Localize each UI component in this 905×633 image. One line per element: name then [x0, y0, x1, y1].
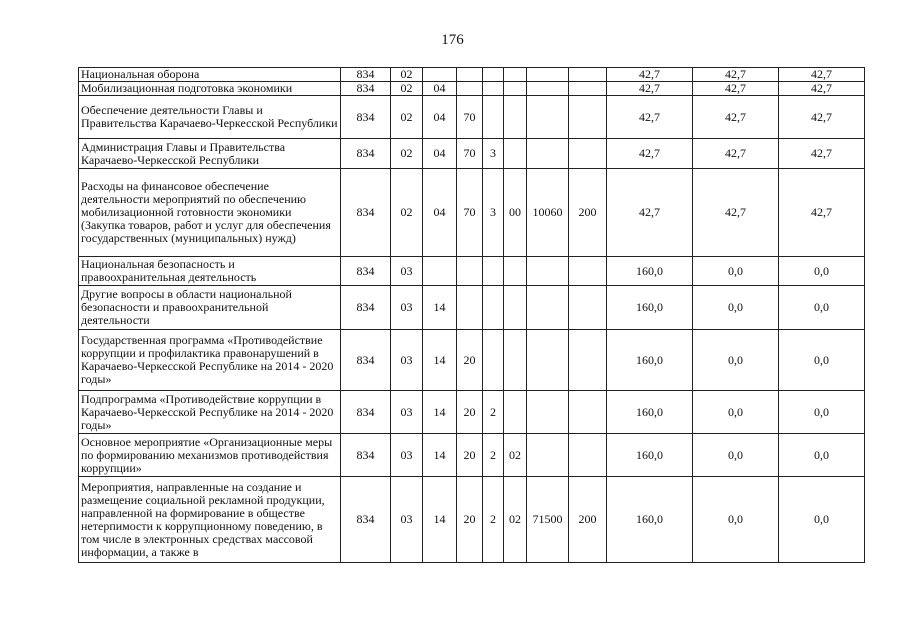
cell-p3 — [504, 68, 527, 82]
cell-name: Мероприятия, направленные на создание и размещение социальной рекламной продукции, направленной на формирование в обществе нетерпимости к коррупционному поведению, в том числе в электронных средствах массовой информации, а также в — [79, 477, 341, 563]
table-row — [79, 286, 865, 330]
cell-s1: 160,0 — [607, 257, 693, 286]
cell-p1 — [457, 68, 483, 82]
cell-p3 — [504, 139, 527, 169]
cell-rz: 03 — [391, 391, 423, 434]
cell-vr — [569, 139, 607, 169]
cell-s3: 0,0 — [779, 477, 865, 563]
cell-vr — [569, 286, 607, 330]
cell-s1: 42,7 — [607, 96, 693, 139]
cell-pr: 04 — [423, 139, 457, 169]
cell-p2: 3 — [483, 169, 504, 257]
cell-ved: 834 — [341, 330, 391, 391]
cell-vr — [569, 330, 607, 391]
cell-ved: 834 — [341, 68, 391, 82]
cell-p2 — [483, 257, 504, 286]
cell-p2: 2 — [483, 477, 504, 563]
cell-pr: 14 — [423, 330, 457, 391]
cell-rz: 03 — [391, 257, 423, 286]
cell-p2 — [483, 96, 504, 139]
cell-ved: 834 — [341, 257, 391, 286]
cell-s1: 42,7 — [607, 139, 693, 169]
cell-s1: 160,0 — [607, 286, 693, 330]
table-row — [79, 169, 865, 257]
cell-s1: 160,0 — [607, 391, 693, 434]
cell-rz: 02 — [391, 82, 423, 96]
cell-s2: 0,0 — [693, 286, 779, 330]
cell-ved: 834 — [341, 96, 391, 139]
table-row — [79, 82, 865, 96]
cell-rz: 03 — [391, 434, 423, 477]
cell-p3: 02 — [504, 477, 527, 563]
cell-p3 — [504, 82, 527, 96]
cell-p3 — [504, 286, 527, 330]
cell-s3: 0,0 — [779, 330, 865, 391]
cell-s3: 0,0 — [779, 434, 865, 477]
cell-p1: 20 — [457, 391, 483, 434]
cell-p4 — [527, 82, 569, 96]
cell-name: Национальная безопасность и правоохранительная деятельность — [79, 257, 341, 286]
cell-p4 — [527, 391, 569, 434]
cell-p4 — [527, 330, 569, 391]
cell-rz: 02 — [391, 68, 423, 82]
cell-name: Подпрограмма «Противодействие коррупции в Карачаево-Черкесской Республике на 2014 - 2020 годы» — [79, 391, 341, 434]
cell-p2: 3 — [483, 139, 504, 169]
cell-s3: 42,7 — [779, 82, 865, 96]
cell-name: Государственная программа «Противодействие коррупции и профилактика правонарушений в Карачаево-Черкесской Республике на 2014 - 2020 годы» — [79, 330, 341, 391]
cell-p4 — [527, 286, 569, 330]
cell-s1: 160,0 — [607, 477, 693, 563]
cell-s2: 42,7 — [693, 96, 779, 139]
cell-name: Основное мероприятие «Организационные меры по формированию механизмов противодействия коррупции» — [79, 434, 341, 477]
table-row — [79, 139, 865, 169]
cell-s2: 0,0 — [693, 257, 779, 286]
cell-pr — [423, 257, 457, 286]
cell-name: Администрация Главы и Правительства Карачаево-Черкесской Республики — [79, 139, 341, 169]
cell-p2: 2 — [483, 434, 504, 477]
cell-p1: 20 — [457, 434, 483, 477]
table-body — [79, 68, 865, 563]
cell-pr: 14 — [423, 391, 457, 434]
cell-p3 — [504, 257, 527, 286]
cell-p1 — [457, 82, 483, 96]
cell-s1: 160,0 — [607, 330, 693, 391]
cell-p3 — [504, 96, 527, 139]
cell-vr — [569, 82, 607, 96]
cell-vr — [569, 434, 607, 477]
cell-rz: 03 — [391, 477, 423, 563]
cell-s3: 42,7 — [779, 169, 865, 257]
table-row — [79, 257, 865, 286]
cell-p1 — [457, 257, 483, 286]
cell-rz: 02 — [391, 169, 423, 257]
cell-p2 — [483, 82, 504, 96]
cell-s3: 0,0 — [779, 286, 865, 330]
table-row — [79, 330, 865, 391]
cell-p4: 71500 — [527, 477, 569, 563]
cell-name: Национальная оборона — [79, 68, 341, 82]
table-row — [79, 477, 865, 563]
cell-vr: 200 — [569, 477, 607, 563]
cell-rz: 02 — [391, 139, 423, 169]
cell-p4: 10060 — [527, 169, 569, 257]
cell-s2: 42,7 — [693, 82, 779, 96]
cell-s3: 0,0 — [779, 257, 865, 286]
cell-p4 — [527, 139, 569, 169]
cell-vr — [569, 391, 607, 434]
cell-p2 — [483, 330, 504, 391]
cell-p3 — [504, 391, 527, 434]
cell-pr: 14 — [423, 434, 457, 477]
cell-vr — [569, 96, 607, 139]
table-row — [79, 68, 865, 82]
cell-vr — [569, 257, 607, 286]
cell-p1: 70 — [457, 96, 483, 139]
cell-pr: 14 — [423, 286, 457, 330]
cell-name: Другие вопросы в области национальной безопасности и правоохранительной деятельности — [79, 286, 341, 330]
cell-ved: 834 — [341, 286, 391, 330]
cell-s2: 42,7 — [693, 68, 779, 82]
cell-p1: 70 — [457, 169, 483, 257]
cell-p4 — [527, 96, 569, 139]
cell-pr — [423, 68, 457, 82]
cell-p3: 00 — [504, 169, 527, 257]
cell-pr: 04 — [423, 82, 457, 96]
cell-s2: 42,7 — [693, 139, 779, 169]
cell-s3: 42,7 — [779, 139, 865, 169]
cell-s1: 160,0 — [607, 434, 693, 477]
cell-p3 — [504, 330, 527, 391]
cell-vr — [569, 68, 607, 82]
cell-p3: 02 — [504, 434, 527, 477]
cell-s3: 42,7 — [779, 96, 865, 139]
cell-s2: 0,0 — [693, 434, 779, 477]
cell-s2: 42,7 — [693, 169, 779, 257]
cell-ved: 834 — [341, 82, 391, 96]
cell-ved: 834 — [341, 169, 391, 257]
cell-pr: 04 — [423, 96, 457, 139]
cell-s3: 42,7 — [779, 68, 865, 82]
cell-pr: 14 — [423, 477, 457, 563]
cell-s1: 42,7 — [607, 82, 693, 96]
cell-p1: 20 — [457, 477, 483, 563]
cell-name: Мобилизационная подготовка экономики — [79, 82, 341, 96]
table-row — [79, 434, 865, 477]
cell-s2: 0,0 — [693, 330, 779, 391]
cell-ved: 834 — [341, 139, 391, 169]
cell-s2: 0,0 — [693, 391, 779, 434]
cell-s2: 0,0 — [693, 477, 779, 563]
cell-p4 — [527, 68, 569, 82]
cell-pr: 04 — [423, 169, 457, 257]
cell-name: Расходы на финансовое обеспечение деятельности мероприятий по обеспечению мобилизационной готовности экономики (Закупка товаров, работ и услуг для обеспечения государственных (муниципальных) нужд) — [79, 169, 341, 257]
cell-p4 — [527, 434, 569, 477]
cell-p1 — [457, 286, 483, 330]
cell-p1: 20 — [457, 330, 483, 391]
cell-ved: 834 — [341, 434, 391, 477]
cell-vr: 200 — [569, 169, 607, 257]
cell-rz: 03 — [391, 286, 423, 330]
cell-s3: 0,0 — [779, 391, 865, 434]
cell-rz: 02 — [391, 96, 423, 139]
cell-p4 — [527, 257, 569, 286]
cell-ved: 834 — [341, 477, 391, 563]
cell-p2 — [483, 286, 504, 330]
cell-name: Обеспечение деятельности Главы и Правительства Карачаево-Черкесской Республики — [79, 96, 341, 139]
cell-s1: 42,7 — [607, 169, 693, 257]
cell-p1: 70 — [457, 139, 483, 169]
cell-p2 — [483, 68, 504, 82]
cell-rz: 03 — [391, 330, 423, 391]
table-row — [79, 96, 865, 139]
page-number: 176 — [441, 32, 464, 48]
cell-p2: 2 — [483, 391, 504, 434]
cell-ved: 834 — [341, 391, 391, 434]
table-row — [79, 391, 865, 434]
cell-s1: 42,7 — [607, 68, 693, 82]
budget-table — [78, 67, 865, 563]
